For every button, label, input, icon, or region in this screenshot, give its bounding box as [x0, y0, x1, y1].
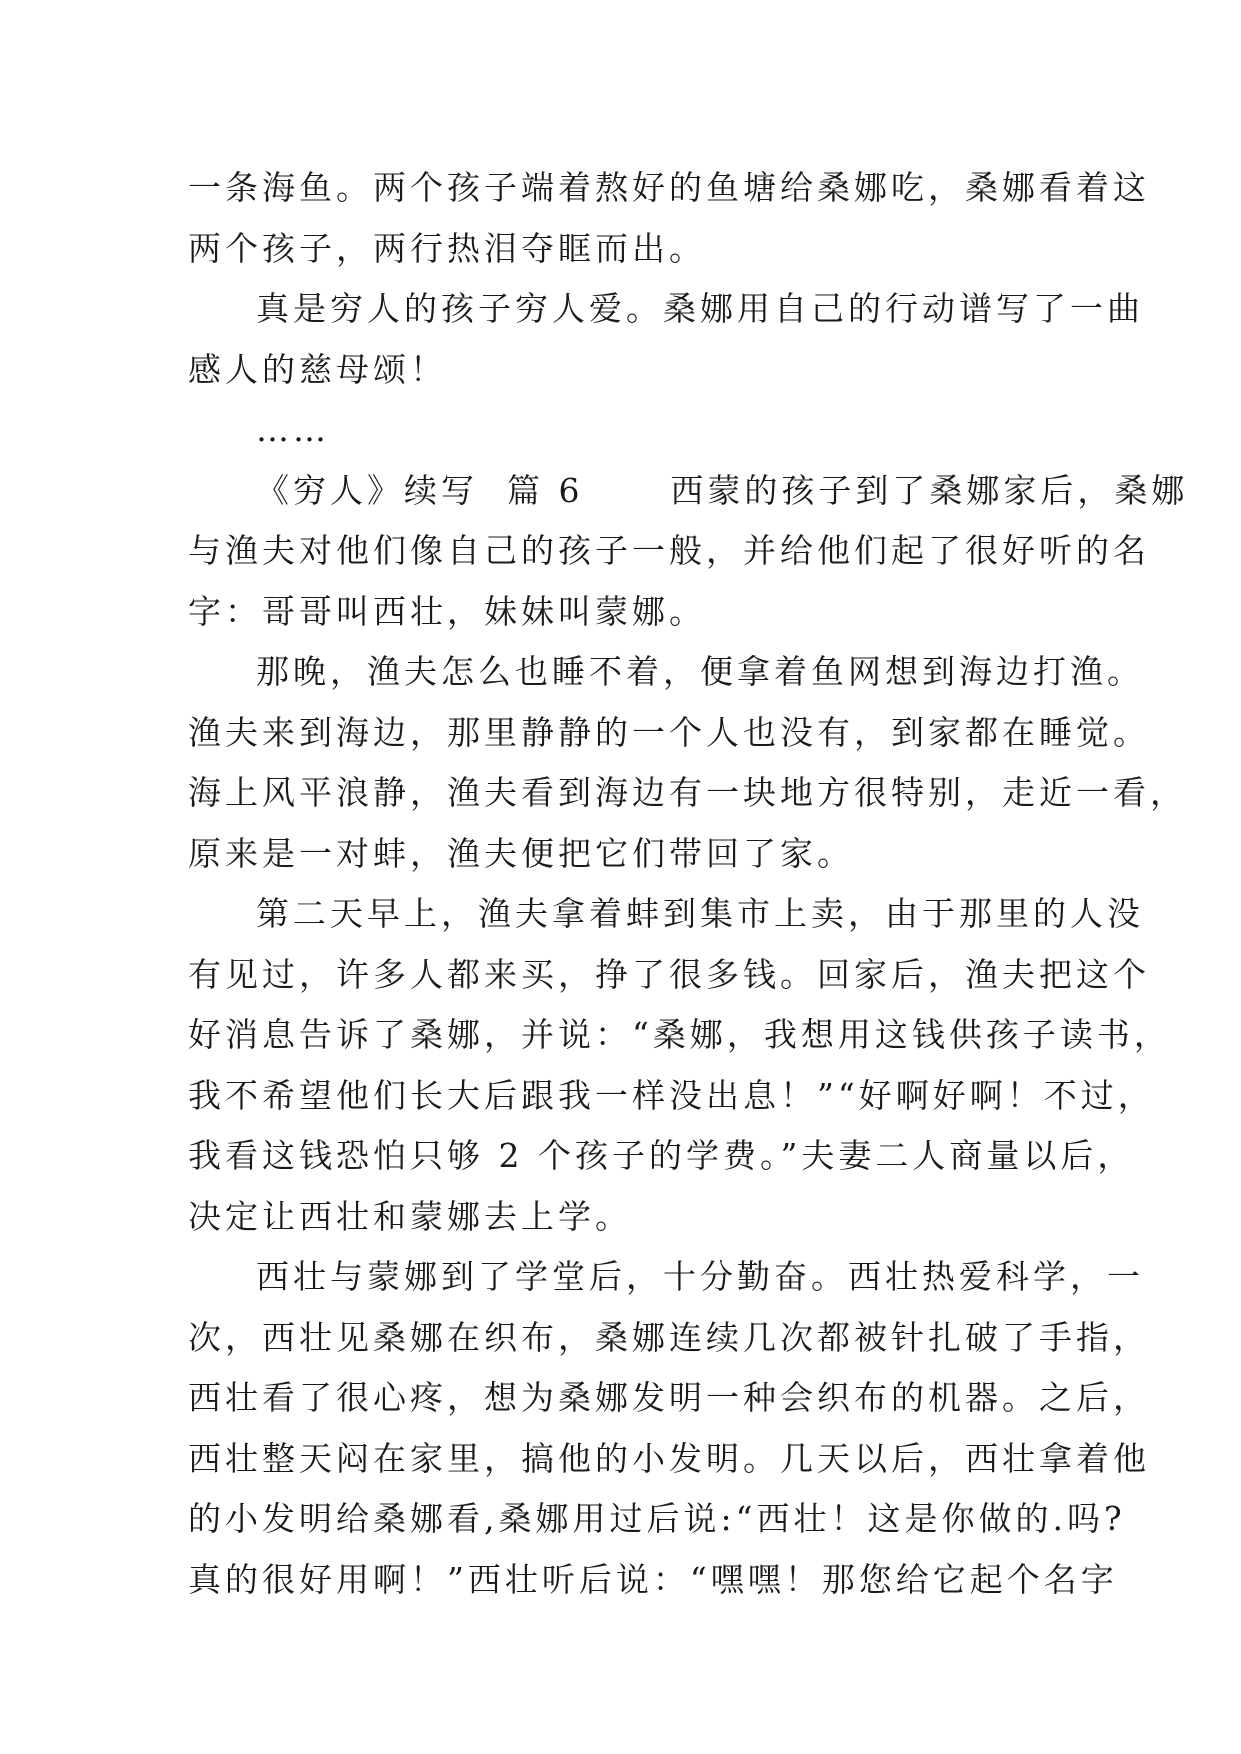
text-line: 渔夫来到海边，那里静静的一个人也没有，到家都在睡觉。 — [188, 712, 1150, 752]
text-line: 西壮与蒙娜到了学堂后，十分勤奋。西壮热爱科学，一 — [256, 1257, 1144, 1296]
document-body — [188, 158, 1189, 1610]
text-line: 感人的慈母颂！ — [188, 349, 447, 389]
text-line: 好消息告诉了桑娜，并说：“桑娜，我想用这钱供孩子读书， — [188, 1015, 1171, 1054]
text-line: 次，西壮见桑娜在织布，桑娜连续几次都被针扎破了手指， — [188, 1317, 1150, 1357]
ellipsis-line: …… — [256, 410, 330, 449]
text-line: 原来是一对蚌，渔夫便把它们带回了家。 — [188, 833, 854, 873]
text-line: 决定让西壮和蒙娜去上学。 — [188, 1196, 632, 1236]
text-line: 有见过，许多人都来买，挣了很多钱。回家后，渔夫把这个 — [188, 954, 1150, 994]
text-line: 海上风平浪静，渔夫看到海边有一块地方很特别，走近一看， — [188, 773, 1187, 812]
text-line: 我看这钱恐怕只够 2 个孩子的学费。”夫妻二人商量以后， — [188, 1136, 1135, 1175]
text-line: 两个孩子，两行热泪夺眶而出。 — [188, 228, 706, 268]
section-heading-line: 《穷人》续写 篇 6 西蒙的孩子到了桑娜家后，桑娜 — [256, 470, 1189, 510]
text-line: 那晚，渔夫怎么也睡不着，便拿着鱼网想到海边打渔。 — [256, 652, 1144, 691]
text-line: 我不希望他们长大后跟我一样没出息！”“好啊好啊！不过， — [188, 1075, 1155, 1115]
text-line: 西壮看了很心疼，想为桑娜发明一种会织布的机器。之后， — [188, 1378, 1150, 1417]
text-line: 字：哥哥叫西壮，妹妹叫蒙娜。 — [188, 591, 706, 631]
text-line: 一条海鱼。两个孩子端着熬好的鱼塘给桑娜吃，桑娜看着这 — [188, 168, 1150, 207]
text-line: 西壮整天闷在家里，搞他的小发明。几天以后，西壮拿着他 — [188, 1438, 1150, 1478]
text-line: 真是穷人的孩子穷人爱。桑娜用自己的行动谱写了一曲 — [256, 289, 1144, 328]
text-line: 第二天早上，渔夫拿着蚌到集市上卖，由于那里的人没 — [256, 894, 1144, 933]
text-line: 与渔夫对他们像自己的孩子一般，并给他们起了很好听的名 — [188, 531, 1150, 570]
text-line: 真的很好用啊！”西壮听后说：“嘿嘿！那您给它起个名字 — [188, 1559, 1118, 1599]
text-line: 的小发明给桑娜看,桑娜用过后说:“西壮！这是你做的.吗? — [188, 1499, 1126, 1538]
